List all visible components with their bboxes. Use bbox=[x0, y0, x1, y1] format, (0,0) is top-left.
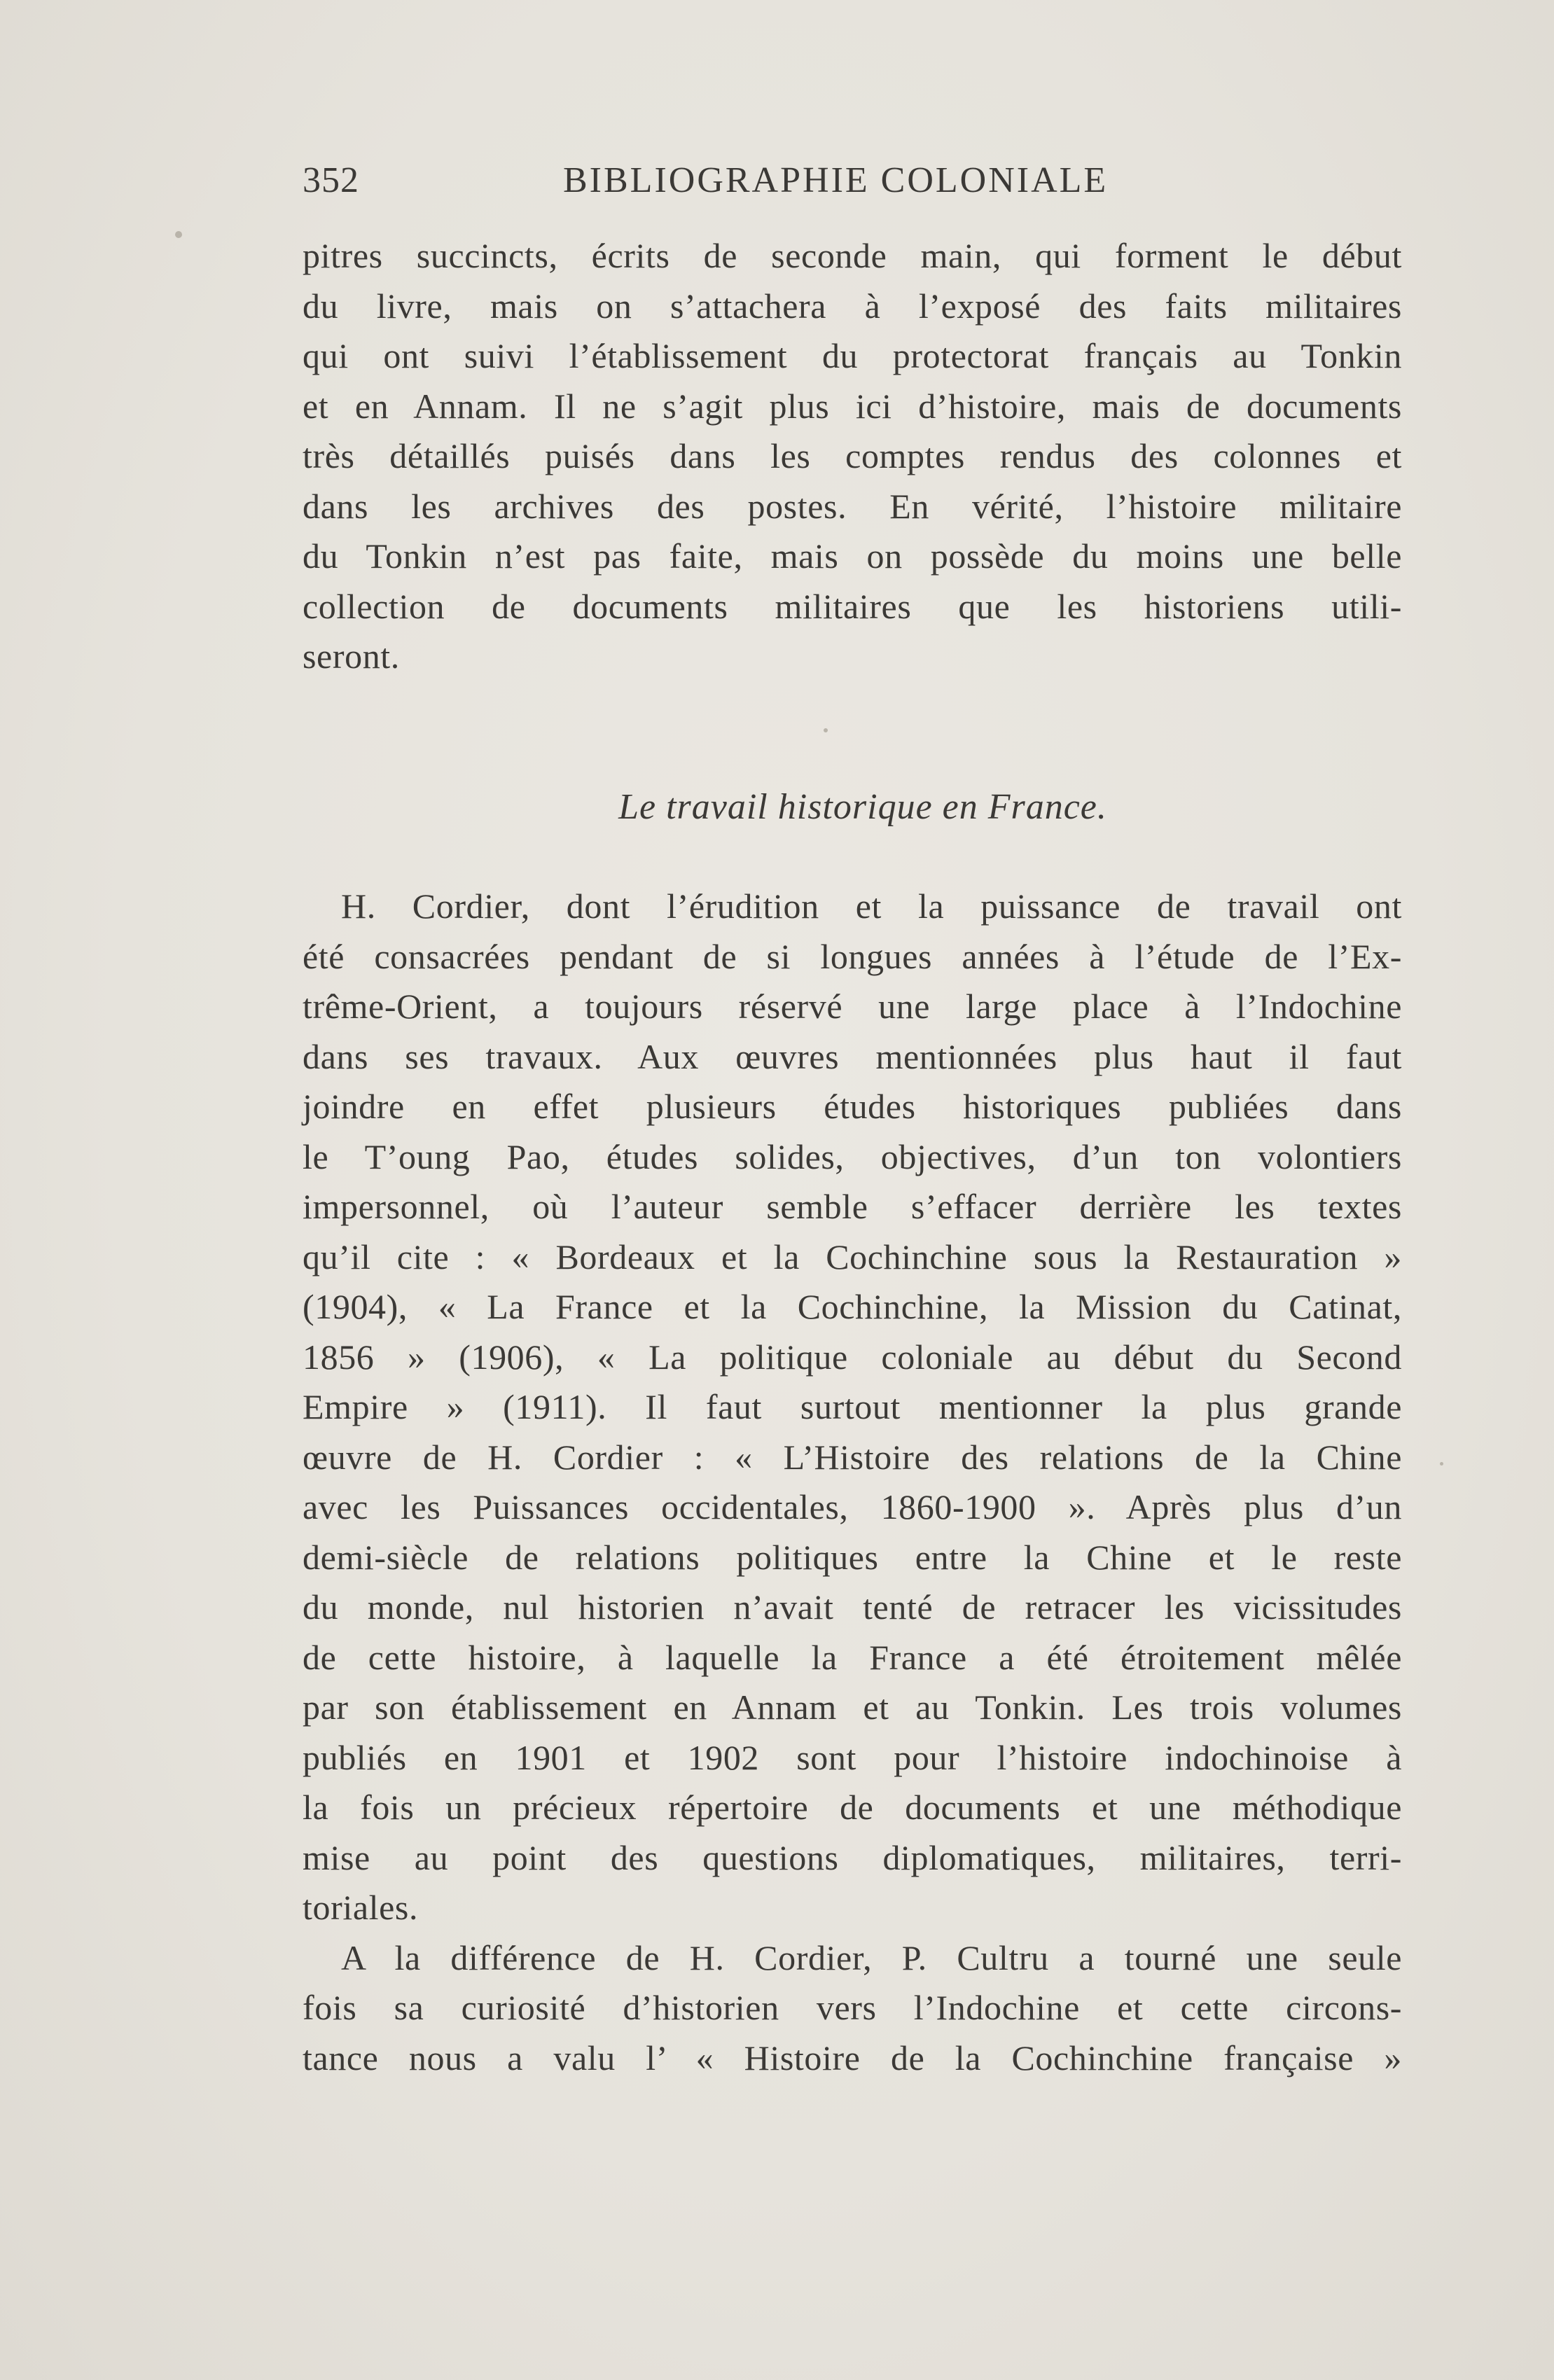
text-line: fois sa curiosité d’historien vers l’Indochine et cette circons- bbox=[303, 1988, 1402, 2027]
text-line: H. Cordier, dont l’érudition et la puissance de travail ont bbox=[341, 886, 1402, 926]
paragraph bbox=[303, 882, 1402, 1933]
text-line: avec les Puissances occidentales, 1860-1900 ». Après plus d’un bbox=[303, 1487, 1402, 1526]
text-line: demi-siècle de relations politiques entre la Chine et le reste bbox=[303, 1537, 1402, 1577]
text-line: dans les archives des postes. En vérité, l’histoire militaire bbox=[303, 486, 1402, 526]
text-line: toriales. bbox=[303, 1888, 419, 1927]
running-header bbox=[303, 160, 1402, 209]
text-line: joindre en effet plusieurs études historiques publiées dans bbox=[303, 1087, 1402, 1126]
text-line: dans ses travaux. Aux œuvres mentionnées plus haut il faut bbox=[303, 1036, 1402, 1076]
text-line: du livre, mais on s’attachera à l’exposé des faits militaires bbox=[303, 286, 1402, 326]
section-heading: Le travail historique en France. bbox=[618, 786, 1107, 827]
paper-speck bbox=[1440, 1462, 1443, 1466]
text-line: du Tonkin n’est pas faite, mais on possède du moins une belle bbox=[303, 536, 1402, 576]
text-line: mise au point des questions diplomatiques, militaires, terri- bbox=[303, 1837, 1402, 1877]
text-line: tance nous a valu l’ « Histoire de la Cochinchine française » bbox=[303, 2038, 1402, 2078]
text-line: collection de documents militaires que les historiens utili- bbox=[303, 586, 1402, 626]
text-line: par son établissement en Annam et au Tonkin. Les trois volumes bbox=[303, 1687, 1402, 1727]
text-line: publiés en 1901 et 1902 sont pour l’histoire indochinoise à bbox=[303, 1737, 1402, 1777]
text-line: été consacrées pendant de si longues années à l’étude de l’Ex- bbox=[303, 936, 1402, 976]
running-title: BIBLIOGRAPHIE COLONIALE bbox=[563, 160, 1109, 200]
paper-speck bbox=[175, 231, 182, 238]
text-line: de cette histoire, à laquelle la France a été étroitement mêlée bbox=[303, 1637, 1402, 1677]
text-line: qu’il cite : « Bordeaux et la Cochinchine sous la Restauration » bbox=[303, 1237, 1402, 1276]
text-line: seront. bbox=[303, 636, 400, 676]
text-line: pitres succincts, écrits de seconde main, qui forment le début bbox=[303, 236, 1402, 275]
text-line: qui ont suivi l’établissement du protectorat français au Tonkin bbox=[303, 336, 1402, 375]
paragraph bbox=[303, 1933, 1402, 2084]
text-line: et en Annam. Il ne s’agit plus ici d’histoire, mais de documents bbox=[303, 386, 1402, 426]
text-line: 1856 » (1906), « La politique coloniale au début du Second bbox=[303, 1337, 1402, 1377]
text-line: œuvre de H. Cordier : « L’Histoire des relations de la Chine bbox=[303, 1437, 1402, 1477]
text-line: trême-Orient, a toujours réservé une large place à l’Indochine bbox=[303, 987, 1402, 1026]
text-line: la fois un précieux répertoire de documents et une méthodique bbox=[303, 1788, 1402, 1827]
text-line: A la différence de H. Cordier, P. Cultru a tourné une seule bbox=[341, 1937, 1402, 1977]
text-line: Empire » (1911). Il faut surtout mentionner la plus grande bbox=[303, 1387, 1402, 1426]
text-line: très détaillés puisés dans les comptes rendus des colonnes et bbox=[303, 436, 1402, 475]
page-number: 352 bbox=[303, 160, 359, 200]
body-text bbox=[303, 231, 1402, 2083]
text-line: impersonnel, où l’auteur semble s’effacer derrière les textes bbox=[303, 1187, 1402, 1226]
text-line: du monde, nul historien n’avait tenté de retracer les vicissitudes bbox=[303, 1587, 1402, 1627]
text-line: (1904), « La France et la Cochinchine, la Mission du Catinat, bbox=[303, 1287, 1402, 1326]
text-line: le T’oung Pao, études solides, objectives, d’un ton volontiers bbox=[303, 1136, 1402, 1176]
paragraph bbox=[303, 231, 1402, 682]
